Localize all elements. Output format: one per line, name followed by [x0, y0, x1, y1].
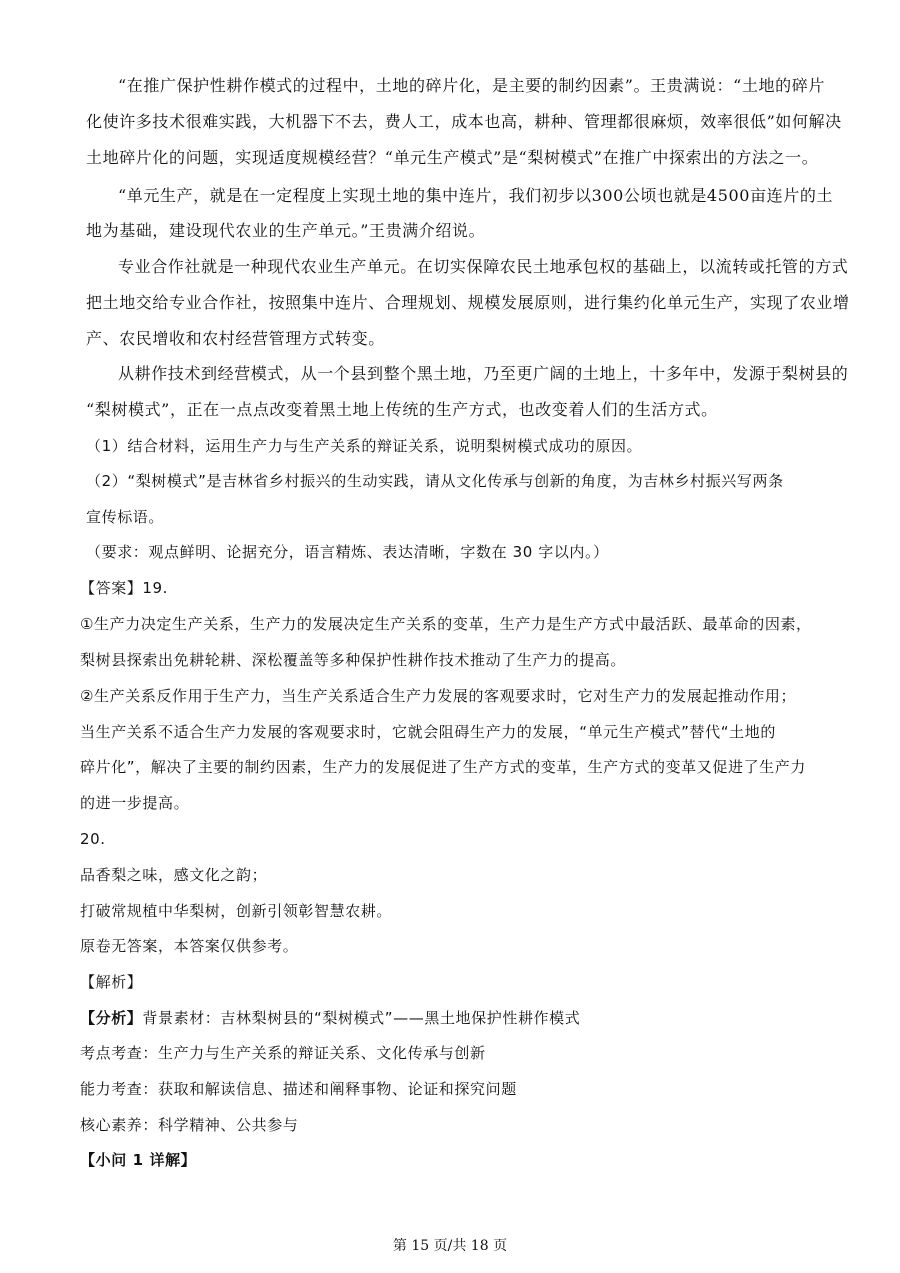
- question-2-line-2: 宣传标语。: [86, 508, 165, 526]
- analysis-label: 【解析】: [80, 973, 143, 991]
- answer-line-1: ①生产力决定生产关系，生产力的发展决定生产关系的变革，生产力是生产方式中最活跃、最革命的因素，: [80, 615, 812, 633]
- answer-line-4: 当生产关系不适合生产力发展的客观要求时，它就会阻碍生产力的发展，“单元生产模式”替代“土地的: [80, 723, 776, 741]
- analysis-fenxi: [80, 1008, 580, 1028]
- slogan-1: 品香梨之味，感文化之韵；: [80, 866, 268, 884]
- question-2-line-1: （2）“梨树模式”是吉林省乡村振兴的生动实践，请从文化传承与创新的角度，为吉林乡村振兴写两条: [86, 472, 784, 490]
- question-1: （1）结合材料，运用生产力与生产关系的辩证关系，说明梨树模式成功的原因。: [86, 437, 643, 455]
- answer-label: 【答案】19.: [80, 579, 169, 597]
- passage-line-8: 产、农民增收和农村经营管理方式转变。: [86, 329, 385, 348]
- answer-line-6: 的进一步提高。: [80, 794, 190, 812]
- passage-line-10: “梨树模式”，正在一点点改变着黑土地上传统的生产方式，也改变着人们的生活方式。: [86, 400, 718, 419]
- passage-line-5: 地为基础，建设现代农业的生产单元。”王贵满介绍说。: [86, 221, 486, 240]
- question-20-label: 20.: [80, 830, 106, 848]
- page-footer: 第 15 页/共 18 页: [392, 1238, 508, 1254]
- passage-line-6: 专业合作社就是一种现代农业生产单元。在切实保障农民土地承包权的基础上，以流转或托管的方式: [118, 257, 849, 276]
- analysis-suyang: 核心素养：科学精神、公共参与: [80, 1116, 299, 1134]
- answer-line-3: ②生产关系反作用于生产力，当生产关系适合生产力发展的客观要求时，它对生产力的发展起推动作用；: [80, 687, 797, 705]
- slogan-2: 打破常规植中华梨树，创新引领彰智慧农耕。: [80, 902, 393, 920]
- fenxi-label: 【分析】: [80, 1009, 143, 1027]
- passage-line-4: “单元生产，就是在一定程度上实现土地的集中连片，我们初步以300公顷也就是4500亩连片的土: [118, 186, 834, 205]
- passage-line-3: 土地碎片化的问题，实现适度规模经营？“单元生产模式”是“梨树模式”在推广中探索出的方法之一。: [86, 148, 819, 167]
- answer-line-5: 碎片化”，解决了主要的制约因素，生产力的发展促进了生产方式的变革，生产方式的变革又促进了生产力: [80, 758, 806, 776]
- fenxi-text: 背景素材：吉林梨树县的“梨树模式”——黑土地保护性耕作模式: [142, 1009, 581, 1027]
- analysis-nengli: 能力考查：获取和解读信息、描述和阐释事物、论证和探究问题: [80, 1080, 517, 1098]
- passage-line-9: 从耕作技术到经营模式，从一个县到整个黑土地，乃至更广阔的土地上，十多年中，发源于梨树县的: [118, 364, 849, 383]
- detail-label: 【小问 1 详解】: [80, 1151, 197, 1169]
- answer-note: 原卷无答案，本答案仅供参考。: [80, 937, 299, 955]
- analysis-kaodian: 考点考查：生产力与生产关系的辩证关系、文化传承与创新: [80, 1044, 486, 1062]
- answer-line-2: 梨树县探索出免耕轮耕、深松覆盖等多种保护性耕作技术推动了生产力的提高。: [80, 651, 627, 669]
- passage-line-1: “在推广保护性耕作模式的过程中，土地的碎片化，是主要的制约因素”。王贵满说：“土地的碎片: [118, 76, 825, 95]
- passage-line-2: 化使许多技术很难实践，大机器下不去，费人工，成本也高，耕种、管理都很麻烦，效率很低”如何解决: [86, 112, 842, 131]
- passage-line-7: 把土地交给专业合作社，按照集中连片、合理规划、规模发展原则，进行集约化单元生产，实现了农业增: [86, 293, 850, 312]
- question-requirement: （要求：观点鲜明、论据充分，语言精炼、表达清晰，字数在 30 字以内。）: [86, 543, 609, 561]
